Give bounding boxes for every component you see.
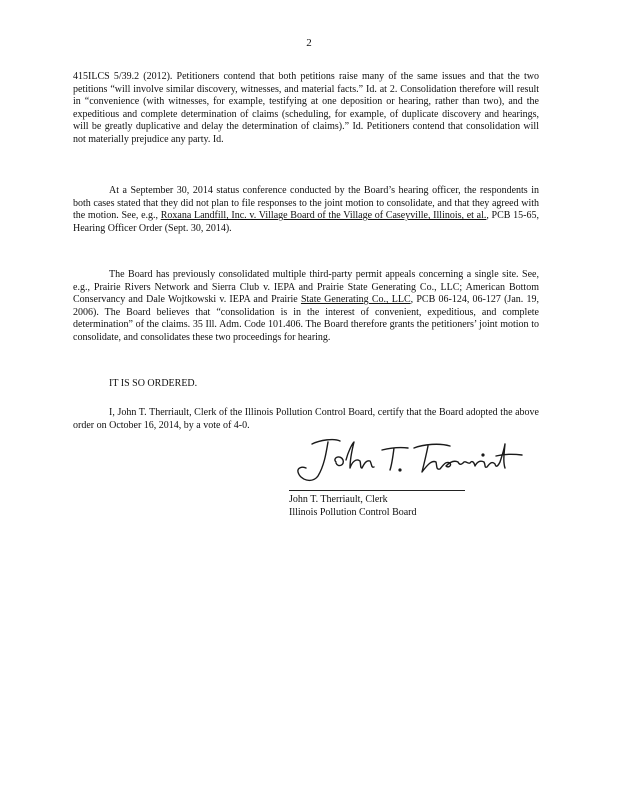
page-number: 2 <box>306 37 312 49</box>
clerk-certification: I, John T. Therriault, Clerk of the Illinois Pollution Control Board, certify that the Board adopted the above order on October 16, 2014, by a vote of 4-0. <box>73 407 539 431</box>
signature-block <box>289 493 417 519</box>
signature-scribble-icon <box>290 430 530 490</box>
signatory-organization: Illinois Pollution Control Board <box>289 507 417 518</box>
signatory-name-title: John T. Therriault, Clerk <box>289 494 388 505</box>
paragraph-status-conference <box>73 185 539 235</box>
signature-line <box>289 490 465 491</box>
status-conference-text-end: , PCB 15-65, Hearing Officer Order (Sept. 30, 2014). <box>73 210 539 234</box>
handwritten-signature <box>290 430 530 490</box>
paragraph-petitioners-contend: 415ILCS 5/39.2 (2012). Petitioners contend that both petitions raise many of the same issues and that the two petitions “will involve similar discovery, witnesses, and material facts.” Id. at 2. Consolidation therefore will result in “convenience (with witnesses, for example, testifying at one deposition or hearing, rather than two), and the expeditious and complete determination of claims (scheduling, for example, of duplicate discovery and hearings, will be greatly duplicative and delay the determination of claims).” Id. Petitioners contend that consolidation will not materially prejudice any party. Id. <box>73 71 539 145</box>
order-statement: IT IS SO ORDERED. <box>109 378 198 389</box>
case-citation-prairie-state: State Generating Co., LLC <box>300 294 411 306</box>
status-conference-text: At a September 30, 2014 status conference conducted by the Board’s hearing officer, the respondents in both cases stated that they did not plan to file responses to the joint motion to consolidate, and that they agreed with the motion. See, e.g., <box>73 185 539 222</box>
previous-consolidation-text: The Board has previously consolidated multiple third-party permit appeals concerning a single site. See, e.g., Prairie Rivers Network and Sierra Club v. IEPA and Prairie State Generating Co., LLC; American Bottom Conservancy and Dale Wojtkowski v. IEPA and Prairie <box>73 269 539 306</box>
paragraph-previous-consolidation <box>73 269 539 345</box>
case-citation-roxana: Roxana Landfill, Inc. v. Village Board of the Village of Caseyville, Illinois, et al. <box>160 210 487 222</box>
previous-consolidation-text-end: , PCB 06-124, 06-127 (Jan. 19, 2006). The Board believes that “consolidation is in the interest of convenient, expeditious, and complete determination” of the claims. 35 Ill. Adm. Code 101.406. The Board therefore grants the petitioners’ joint motion to consolidate, and consolidates these two proceedings for hearing. <box>73 294 539 343</box>
